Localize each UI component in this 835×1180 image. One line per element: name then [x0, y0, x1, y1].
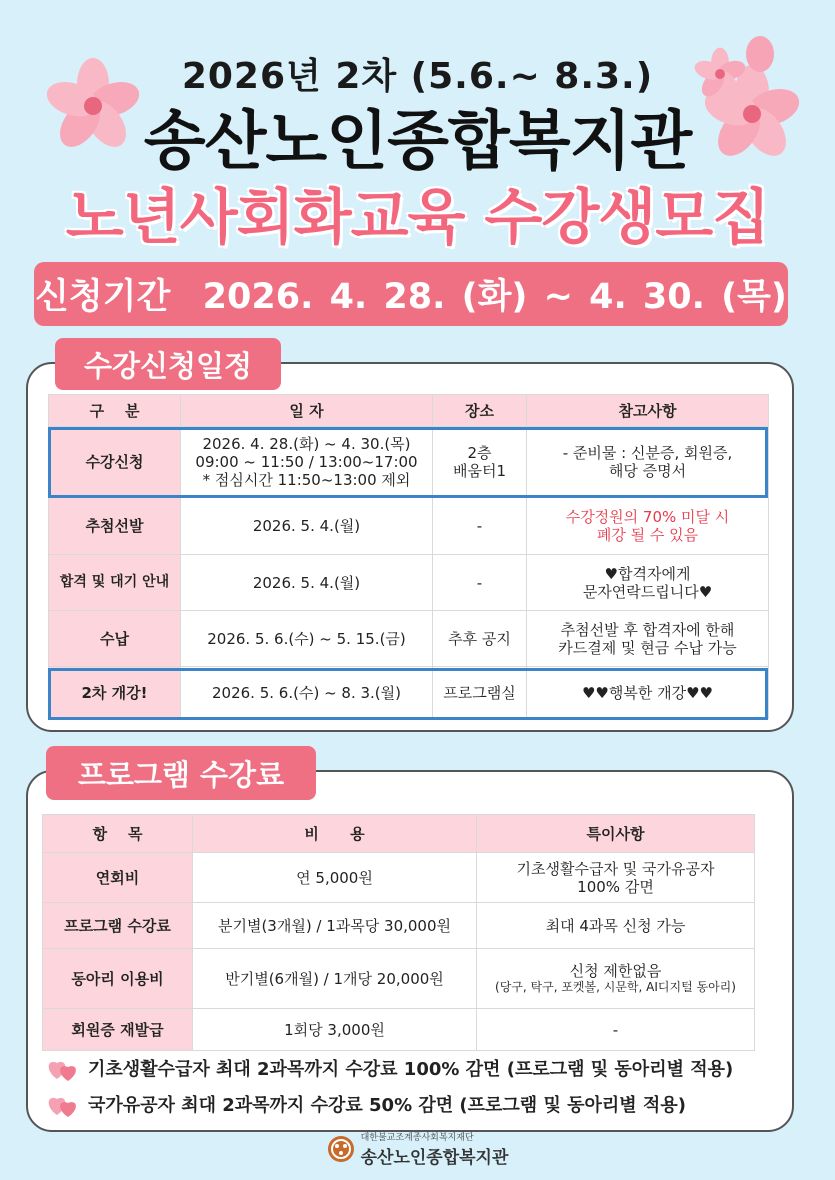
fees-header-item: 항 목 — [43, 815, 193, 853]
table-row — [49, 427, 769, 497]
fee-note-line: 신청 제한없음 — [569, 962, 662, 981]
fee-note — [477, 853, 755, 903]
schedule-table — [48, 394, 769, 719]
schedule-label: 추첨선발 — [49, 497, 181, 555]
application-period-banner — [34, 262, 788, 326]
schedule-header-place: 장소 — [433, 395, 527, 427]
table-row — [49, 611, 769, 667]
schedule-note-line: 카드결제 및 현금 수납 가능 — [558, 638, 737, 657]
fees-header-cost: 비 용 — [193, 815, 477, 853]
table-row — [43, 903, 755, 949]
table-row — [43, 853, 755, 903]
fee-label: 연회비 — [43, 853, 193, 903]
organization-name — [361, 1130, 509, 1168]
fee-label: 동아리 이용비 — [43, 949, 193, 1009]
fee-label: 프로그램 수강료 — [43, 903, 193, 949]
organization-title: 송산노인종합복지관 — [360, 1148, 509, 1168]
poster-title: 송산노인종합복지관 — [143, 105, 692, 179]
fee-note-line: 100% 감면 — [577, 877, 654, 896]
schedule-date: 2026. 5. 6.(수) ~ 5. 15.(금) — [181, 611, 433, 667]
schedule-header-note: 참고사항 — [527, 395, 769, 427]
fee-note-line: (당구, 탁구, 포켓볼, 시문학, AI디지털 동아리) — [495, 980, 736, 995]
schedule-place: - — [433, 497, 527, 555]
schedule-date: 2026. 5. 4.(월) — [181, 555, 433, 611]
schedule-note-line: 해당 증명서 — [608, 461, 687, 480]
fee-note-text: 기초생활수급자 최대 2과목까지 수강료 100% 감면 (프로그램 및 동아리별 적용) — [88, 1059, 734, 1080]
footer-logo — [0, 1130, 835, 1168]
schedule-section-tag — [55, 338, 281, 390]
poster-headline: 노년사회화교육 수강생모집 — [65, 183, 770, 253]
schedule-note-line: 폐강 될 수 있음 — [596, 525, 699, 544]
fees-header-note: 특이사항 — [477, 815, 755, 853]
fee-label: 회원증 재발급 — [43, 1009, 193, 1051]
schedule-note-line: 추첨선발 후 합격자에 한해 — [560, 620, 735, 639]
schedule-place-line: 2층 — [467, 443, 492, 462]
schedule-date — [181, 427, 433, 497]
poster-subtitle: 2026년 2차 (5.6.~ 8.3.) — [181, 56, 654, 97]
schedule-note — [527, 611, 769, 667]
table-row — [49, 667, 769, 719]
schedule-label: 수납 — [49, 611, 181, 667]
fee-cost: 반기별(6개월) / 1개당 20,000원 — [193, 949, 477, 1009]
fee-note-line: 기초생활수급자 및 국가유공자 — [516, 859, 715, 878]
schedule-date: 2026. 5. 4.(월) — [181, 497, 433, 555]
fees-section-title: 프로그램 수강료 — [77, 757, 285, 792]
organization-logo-icon — [327, 1135, 355, 1163]
application-period-text: 신청기간 2026. 4. 28. (화) ~ 4. 30. (목) — [35, 277, 787, 317]
table-row — [43, 1009, 755, 1051]
schedule-note-line: ♥합격자에게 — [604, 564, 691, 583]
schedule-date-line: 09:00 ~ 11:50 / 13:00~17:00 — [195, 452, 418, 471]
table-row — [49, 497, 769, 555]
schedule-section-title: 수강신청일정 — [83, 348, 253, 383]
schedule-label: 합격 및 대기 안내 — [49, 555, 181, 611]
schedule-date-line: 2026. 4. 28.(화) ~ 4. 30.(목) — [202, 434, 411, 453]
table-row — [43, 949, 755, 1009]
fees-section-tag — [46, 746, 316, 800]
schedule-place — [433, 427, 527, 497]
fee-cost: 연 5,000원 — [193, 853, 477, 903]
table-row — [49, 555, 769, 611]
fee-note — [477, 949, 755, 1009]
hearts-icon — [46, 1054, 80, 1082]
schedule-note-warning — [527, 497, 769, 555]
schedule-label: 수강신청 — [49, 427, 181, 497]
fees-header-row — [43, 815, 755, 853]
schedule-note-line: 수강정원의 70% 미달 시 — [565, 507, 730, 526]
schedule-place: 추후 공지 — [433, 611, 527, 667]
schedule-note: ♥♥행복한 개강♥♥ — [527, 667, 769, 719]
schedule-header-category: 구 분 — [49, 395, 181, 427]
fee-note-veterans — [46, 1090, 686, 1118]
schedule-note — [527, 427, 769, 497]
hearts-icon — [46, 1090, 80, 1118]
fee-note-basic-livelihood — [46, 1054, 733, 1082]
schedule-place: 프로그램실 — [433, 667, 527, 719]
fee-note: 최대 4과목 신청 가능 — [477, 903, 755, 949]
fees-table — [42, 814, 755, 1051]
fee-note: - — [477, 1009, 755, 1051]
schedule-header-row — [49, 395, 769, 427]
schedule-header-date: 일 자 — [181, 395, 433, 427]
organization-foundation: 대한불교조계종사회복지재단 — [360, 1133, 474, 1143]
fee-note-text: 국가유공자 최대 2과목까지 수강료 50% 감면 (프로그램 및 동아리별 적용) — [88, 1095, 686, 1116]
fee-cost: 분기별(3개월) / 1과목당 30,000원 — [193, 903, 477, 949]
schedule-date: 2026. 5. 6.(수) ~ 8. 3.(월) — [181, 667, 433, 719]
fee-cost: 1회당 3,000원 — [193, 1009, 477, 1051]
schedule-label: 2차 개강! — [49, 667, 181, 719]
schedule-place: - — [433, 555, 527, 611]
schedule-note-line: - 준비물 : 신분증, 회원증, — [562, 443, 733, 462]
schedule-place-line: 배움터1 — [452, 461, 506, 480]
schedule-date-line: * 점심시간 11:50~13:00 제외 — [202, 470, 411, 489]
schedule-note — [527, 555, 769, 611]
schedule-note-line: 문자연락드립니다♥ — [582, 582, 713, 601]
